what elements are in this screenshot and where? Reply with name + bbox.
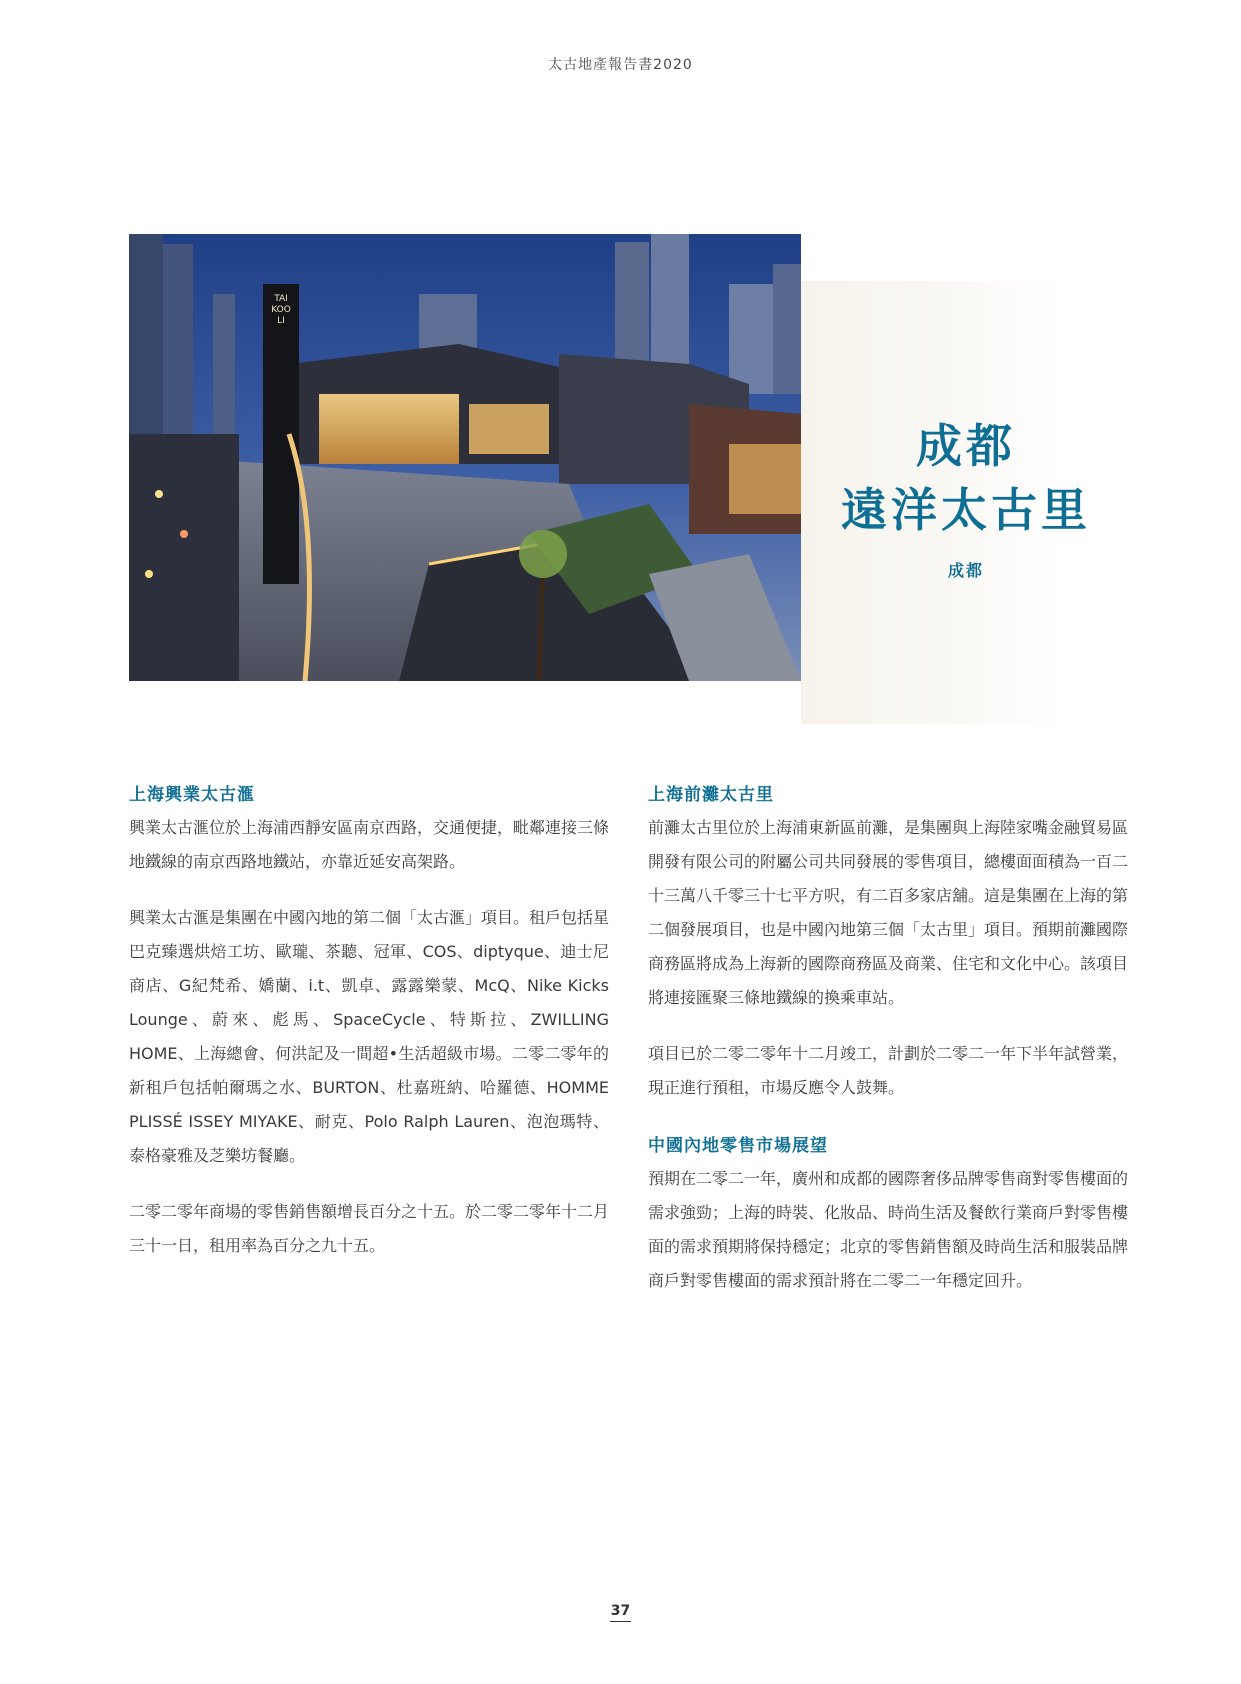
hero-photo-illustration — [129, 234, 801, 681]
hero-photo — [129, 234, 801, 681]
page-number-value: 37 — [610, 1603, 631, 1622]
heading-hkri-taikoo-hui: 上海興業太古滙 — [129, 785, 255, 805]
paragraph-qiantan-overview: 前灘太古里位於上海浦東新區前灘，是集團與上海陸家嘴金融貿易區開發有限公司的附屬公司共同發展的零售項目，總樓面面積為一百二十三萬八千零三十七平方呎，有二百多家店舖。這是集團在上海的第二個發展項目，也是中國內地第三個「太古里」項目。預期前灘國際商務區將成為上海新的國際商務區及商業、住宅和文化中心。該項目將連接匯聚三條地鐵線的換乘車站。 — [648, 818, 1129, 1007]
title-property: 遠洋太古里 — [841, 483, 1091, 537]
left-column — [129, 782, 609, 1285]
paragraph-retail-outlook: 預期在二零二一年，廣州和成都的國際奢侈品牌零售商對零售樓面的需求強勁；上海的時裝、化妝品、時尚生活及餐飲行業商戶對零售樓面的需求預期將保持穩定；北京的零售銷售額及時尚生活和服裝品牌商戶對零售樓面的需求預計將在二零二一年穩定回升。 — [648, 1169, 1129, 1290]
paragraph-location: 興業太古滙位於上海浦西靜安區南京西路，交通便捷，毗鄰連接三條地鐵線的南京西路地鐵站，亦靠近延安高架路。 — [129, 818, 610, 871]
paragraph-sales: 二零二零年商場的零售銷售額增長百分之十五。於二零二零年十二月三十一日，租用率為百分之九十五。 — [129, 1202, 610, 1255]
paragraph-qiantan-status: 項目已於二零二零年十二月竣工，計劃於二零二一年下半年試營業，現正進行預租，市場反應令人鼓舞。 — [648, 1044, 1129, 1097]
running-header: 太古地產報告書2020 — [548, 57, 693, 73]
paragraph-tenants: 興業太古滙是集團在中國內地的第二個「太古滙」項目。租戶包括星巴克臻選烘焙工坊、歐瓏、茶聽、冠軍、COS、diptyque、迪士尼商店、G紀梵希、嬌蘭、i.t、凱卓、露露樂蒙、McQ、Nike Kicks Lounge、蔚來、彪馬、SpaceCycle、特斯拉、ZWILLING HOME、上海總會、何洪記及一間超•生活超級市場。二零二零年的新租戶包括帕爾瑪之水、BURTON、杜嘉班納、哈羅德、HOMME PLISSÉ ISSEY MIYAKE、耐克、Polo Ralph Lauren、泡泡瑪特、泰格豪雅及芝樂坊餐廳。 — [129, 908, 610, 1165]
title-block — [801, 414, 1131, 581]
heading-taikoo-li-qiantan: 上海前灘太古里 — [648, 785, 774, 805]
heading-retail-outlook: 中國內地零售市場展望 — [648, 1136, 828, 1156]
right-column — [648, 782, 1128, 1320]
title-location: 成都 — [947, 561, 984, 580]
title-city: 成都 — [916, 419, 1016, 473]
page-number — [0, 1603, 1241, 1619]
sign-text: TAI KOO LI — [271, 294, 291, 326]
